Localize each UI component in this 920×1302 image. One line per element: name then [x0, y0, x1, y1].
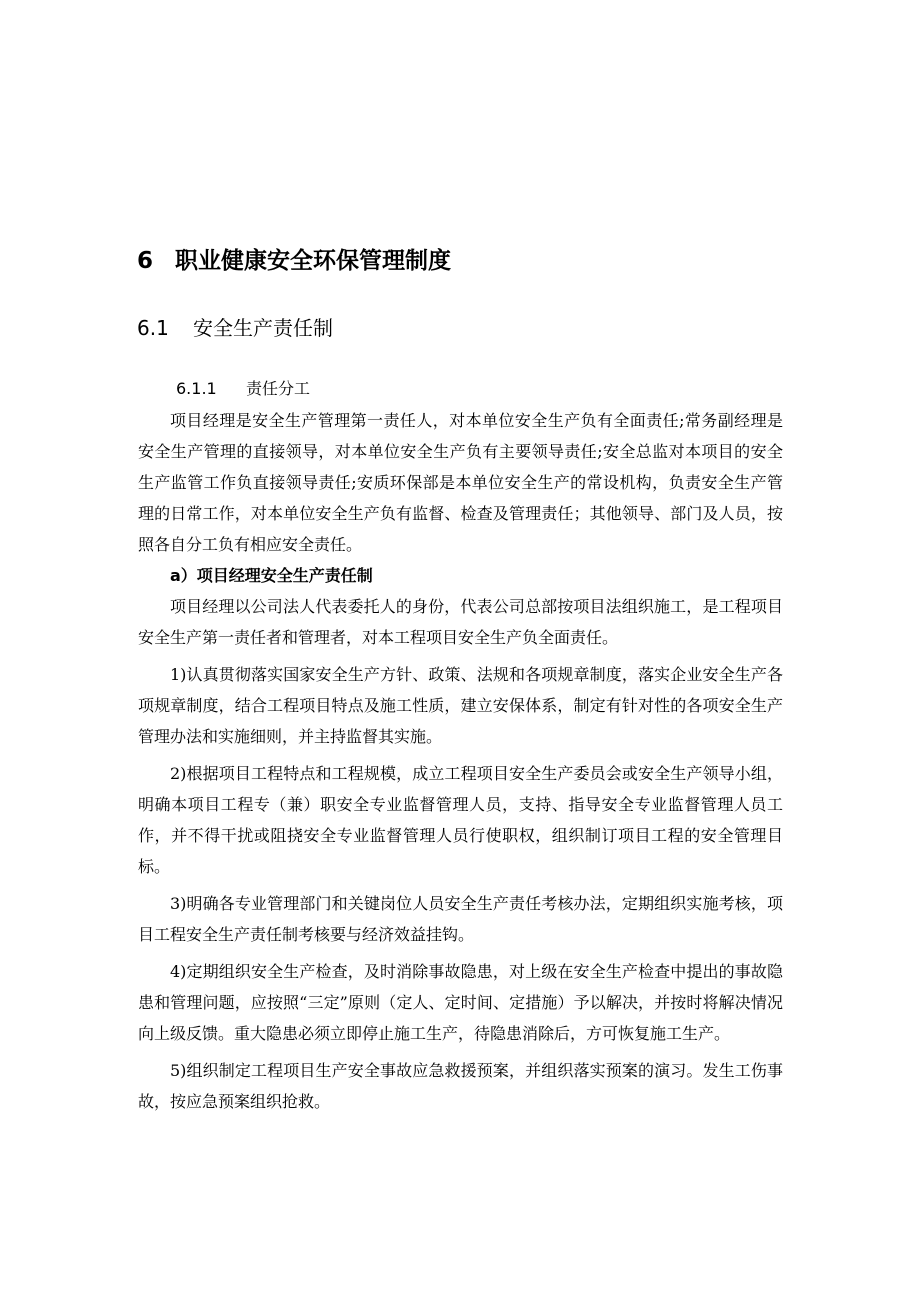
- paragraph-item-1: 1)认真贯彻落实国家安全生产方针、政策、法规和各项规章制度，落实企业安全生产各项规章制度，结合工程项目特点及施工性质，建立安保体系，制定有针对性的各项安全生产管理办法和实施细则，并主持监督其实施。: [138, 665, 783, 746]
- chapter-title: 职业健康安全环保管理制度: [175, 248, 451, 274]
- section-number: 6.1: [137, 316, 169, 340]
- sub-heading-pm-responsibility: a）项目经理安全生产责任制: [170, 566, 373, 585]
- paragraph-item-4: 4)定期组织安全生产检查，及时消除事故隐患，对上级在安全生产检查中提出的事故隐患和管理问题，应按照“三定”原则（定人、定时间、定措施）予以解决，并按时将解决情况向上级反馈。重大隐患必须立即停止施工生产，待隐患消除后，方可恢复施工生产。: [138, 962, 783, 1043]
- subsection-number: 6.1.1: [176, 379, 217, 398]
- chapter-number: 6: [137, 248, 154, 274]
- subsection-heading: [176, 377, 310, 401]
- paragraph-item-5: 5)组织制定工程项目生产安全事故应急救援预案，并组织落实预案的演习。发生工伤事故，按应急预案组织抢救。: [138, 1061, 783, 1111]
- chapter-heading: [137, 244, 451, 278]
- paragraph-item-3: 3)明确各专业管理部门和关键岗位人员安全生产责任考核办法，定期组织实施考核，项目工程安全生产责任制考核要与经济效益挂钩。: [138, 894, 783, 944]
- paragraph-responsibility-division: 项目经理是安全生产管理第一责任人，对本单位安全生产负有全面责任;常务副经理是安全生产管理的直接领导，对本单位安全生产负有主要领导责任;安全总监对本项目的安全生产监管工作负直接领导责任;安质环保部是本单位安全生产的常设机构，负责安全生产管理的日常工作，对本单位安全生产负有监督、检查及管理责任；其他领导、部门及人员，按照各自分工负有相应安全责任。: [138, 411, 783, 554]
- paragraph-item-2: 2)根据项目工程特点和工程规模，成立工程项目安全生产委员会或安全生产领导小组，明确本项目工程专（兼）职安全专业监督管理人员，支持、指导安全专业监督管理人员工作，并不得干扰或阻挠安全专业监督管理人员行使职权，组织制订项目工程的安全管理目标。: [138, 764, 783, 876]
- section-heading: [137, 313, 333, 343]
- paragraph-pm-intro: 项目经理以公司法人代表委托人的身份，代表公司总部按项目法组织施工，是工程项目安全生产第一责任者和管理者，对本工程项目安全生产负全面责任。: [138, 597, 783, 647]
- section-title: 安全生产责任制: [193, 316, 333, 340]
- body-text: [138, 405, 783, 1117]
- subsection-title: 责任分工: [246, 379, 311, 398]
